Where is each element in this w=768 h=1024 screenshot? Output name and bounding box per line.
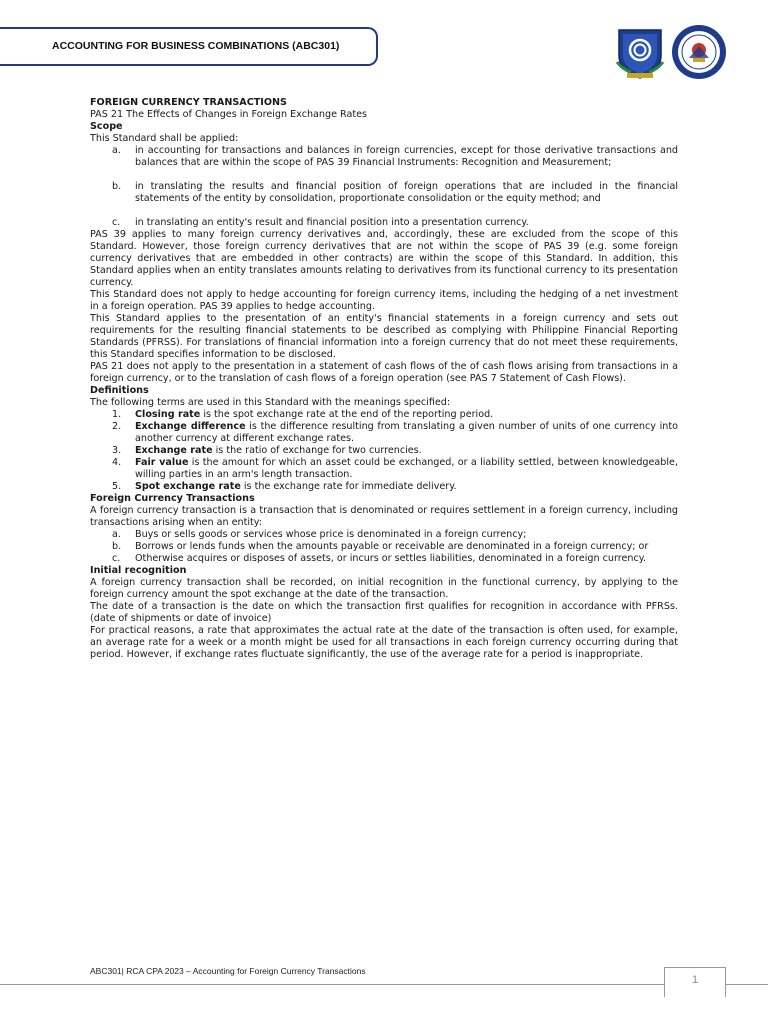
fct-list bbox=[90, 529, 678, 565]
list-item: b. Borrows or lends funds when the amounts payable or receivable are denominated in a foreign currency; or bbox=[112, 541, 649, 552]
fct-heading: Foreign Currency Transactions bbox=[90, 493, 255, 504]
initial-recognition-paragraph-1: A foreign currency transaction shall be recorded, on initial recognition in the functional currency, by applying to the foreign currency amount the spot exchange at the date of the transaction. bbox=[90, 577, 678, 600]
list-item: 2. Exchange difference is the difference resulting from translating a given number of units of one currency into another currency at different exchange rates. bbox=[112, 421, 678, 444]
standard-title: PAS 21 The Effects of Changes in Foreign Exchange Rates bbox=[90, 109, 368, 120]
initial-recognition-paragraph-3: For practical reasons, a rate that approximates the actual rate at the date of the transaction is often used, for example, an average rate for a week or a month might be used for all transactions in each foreign currency occurring during that period. However, if exchange rates fluctuate significantly, the use of the average rate for a period is inappropriate. bbox=[90, 625, 678, 660]
definitions-intro: The following terms are used in this Standard with the meanings specified: bbox=[90, 397, 451, 408]
paragraph-hedge: This Standard does not apply to hedge accounting for foreign currency items, including the hedging of a net investment in a foreign operation. PAS 39 applies to hedge accounting. bbox=[90, 289, 678, 312]
scope-heading: Scope bbox=[90, 121, 123, 132]
initial-recognition-paragraph-2: The date of a transaction is the date on which the transaction first qualifies for recognition in accordance with PFRSs. (date of shipments or date of invoice) bbox=[90, 601, 678, 624]
list-item: b. in translating the results and financial position of foreign operations that are included in the financial statements of the entity by consolidation, proportionate consolidation or the equity method; and bbox=[112, 181, 678, 204]
round-seal-logo bbox=[671, 24, 727, 80]
scope-intro: This Standard shall be applied: bbox=[90, 133, 239, 144]
list-item: 3. Exchange rate is the ratio of exchange for two currencies. bbox=[112, 445, 422, 456]
list-item: 1. Closing rate is the spot exchange rate at the end of the reporting period. bbox=[112, 409, 494, 420]
fct-intro: A foreign currency transaction is a transaction that is denominated or requires settlement in a foreign currency, including transactions arising when an entity: bbox=[90, 505, 678, 528]
page-number: 1 bbox=[691, 974, 699, 986]
paragraph-pas39: PAS 39 applies to many foreign currency derivatives and, accordingly, these are excluded from the scope of this Standard. However, those foreign currency derivatives that are not within the scope of PAS 39 (e.g. some foreign currency derivatives that are embedded in other contracts) are within the scope of this Standard. In addition, this Standard applies when an entity translates amounts relating to derivatives from its functional currency to its presentation currency. bbox=[90, 229, 678, 288]
course-title: ACCOUNTING FOR BUSINESS COMBINATIONS (ABC301) bbox=[52, 40, 340, 52]
definitions-list bbox=[90, 409, 678, 493]
list-item: 5. Spot exchange rate is the exchange rate for immediate delivery. bbox=[112, 481, 457, 492]
scope-list bbox=[90, 145, 678, 229]
document-body bbox=[90, 97, 678, 661]
list-item: c. Otherwise acquires or disposes of assets, or incurs or settles liabilities, denominated in a foreign currency. bbox=[112, 553, 647, 564]
paragraph-cash-flows: PAS 21 does not apply to the presentation in a statement of cash flows of the of cash flows arising from transactions in a foreign currency, or to the translation of cash flows of a foreign operation (see PAS 7 Statement of Cash Flows). bbox=[90, 361, 678, 384]
list-item: c. in translating an entity's result and financial position into a presentation currency. bbox=[112, 217, 529, 228]
list-item: 4. Fair value is the amount for which an asset could be exchanged, or a liability settled, between knowledgeable, willing parties in an arm's length transaction. bbox=[112, 457, 678, 480]
paragraph-presentation: This Standard applies to the presentation of an entity's financial statements in a foreign currency and sets out requirements for the resulting financial statements to be described as complying with Philippine Financial Reporting Standards (PFRSS). For translations of financial information into a foreign currency that do not meet these requirements, this Standard specifies information to be disclosed. bbox=[90, 313, 678, 360]
footer-rule-right bbox=[726, 984, 768, 985]
footer-text: ABC301| RCA CPA 2023 – Accounting for Foreign Currency Transactions bbox=[90, 966, 366, 976]
shield-crest-logo bbox=[613, 26, 667, 80]
list-item: a. Buys or sells goods or services whose price is denominated in a foreign currency; bbox=[112, 529, 527, 540]
initial-recognition-heading: Initial recognition bbox=[90, 565, 187, 576]
definitions-heading: Definitions bbox=[90, 385, 149, 396]
footer-rule bbox=[0, 984, 664, 985]
main-heading: FOREIGN CURRENCY TRANSACTIONS bbox=[90, 97, 287, 108]
list-item: a. in accounting for transactions and balances in foreign currencies, except for those derivative transactions and balances that are within the scope of PAS 39 Financial Instruments: Recognition and Measurement; bbox=[112, 145, 678, 168]
